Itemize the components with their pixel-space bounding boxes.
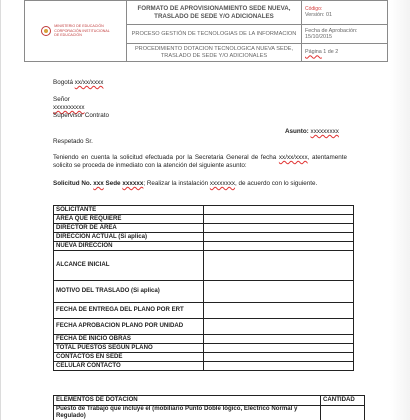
subject-label: Asunto: <box>285 128 309 135</box>
form-row <box>54 353 354 362</box>
request-paragraph: Solicitud No. xxx Sede xxxxxx; Realizar la instalación xxxxxxxx, de acuerdo con lo siguiente. <box>53 180 318 187</box>
form-value-cell[interactable] <box>204 242 354 251</box>
form-value-cell[interactable] <box>204 251 354 281</box>
form-row <box>54 319 354 335</box>
page-number-cell <box>302 44 388 62</box>
form-label: TOTAL PUESTOS SEGÚN PLANO <box>54 344 204 353</box>
page-number: 1 de 2 <box>323 49 339 56</box>
form-value-cell[interactable] <box>204 335 354 344</box>
quantity-cell[interactable] <box>321 406 365 420</box>
greeting: Respetado Sr. <box>53 138 93 145</box>
form-row <box>54 251 354 281</box>
form-value-cell[interactable] <box>204 362 354 371</box>
body-paragraph: Teniendo en cuenta la solicitud efectuada por la Secretaria General de fecha xx/xx/xxxx, atentamente solicito se proceda de inmediato con la atención del siguiente asunto: <box>53 154 347 169</box>
form-row <box>54 281 354 303</box>
quantity-header: CANTIDAD <box>321 396 365 406</box>
form-row <box>54 335 354 344</box>
form-value-cell[interactable] <box>204 319 354 335</box>
form-value-cell[interactable] <box>204 303 354 319</box>
recipient-name: xxxxxxxxxx <box>53 104 85 111</box>
salutation-title: Señor <box>53 96 70 103</box>
page-label: Página <box>305 49 322 56</box>
recipient-role: Supervisor Contrato <box>53 112 109 119</box>
form-value-cell[interactable] <box>204 206 354 215</box>
subject-line <box>285 128 339 136</box>
institution-logo-text: MINISTERIO DE EDUCACIÓN CORPORACIÓN INSTITUCIONAL DE EDUCACIÓN <box>54 24 110 38</box>
form-row <box>54 215 354 224</box>
body-date: xx/xx/xxxx <box>278 154 308 161</box>
process-name: PROCESO GESTIÓN DE TECNOLOGIAS DE LA INFORMACION <box>127 25 302 44</box>
form-value-cell[interactable] <box>204 224 354 233</box>
form-label: FECHA DE ENTREGA DEL PLANO POR ERT <box>54 303 204 319</box>
version-text: Versión: 01 <box>305 11 332 18</box>
page-shadow <box>390 0 410 420</box>
form-row <box>54 233 354 242</box>
form-label: CONTACTOS EN SEDE <box>54 353 204 362</box>
form-label: SOLICITANTE <box>54 206 204 215</box>
form-row <box>54 242 354 251</box>
install-value: xxxxxxxx <box>209 180 236 187</box>
form-row <box>54 344 354 353</box>
form-label: FECHA DE INICIO OBRAS <box>54 335 204 344</box>
form-value-cell[interactable] <box>204 233 354 242</box>
site-value: xxxxxx <box>122 180 144 187</box>
form-label: CELULAR CONTACTO <box>54 362 204 371</box>
request-form-table <box>53 205 354 371</box>
request-number: xxx <box>93 180 104 187</box>
form-value-cell[interactable] <box>204 215 354 224</box>
form-label: DIRECTOR DE ÁREA <box>54 224 204 233</box>
form-value-cell[interactable] <box>204 281 354 303</box>
institution-seal-icon <box>41 26 51 36</box>
letter-date: xx/xx/xxxx <box>74 79 104 86</box>
form-row <box>54 206 354 215</box>
request-label: Solicitud No. <box>53 180 92 187</box>
elements-table <box>53 395 365 420</box>
document-header-table <box>24 0 388 62</box>
form-label: MOTIVO DEL TRASLADO (Si aplica) <box>54 281 204 303</box>
document-title: FORMATO DE APROVISIONAMIENTO SEDE NUEVA, TRASLADO DE SEDE Y/O ADICIONALES <box>127 1 302 25</box>
approval-date: Fecha de Aprobación: 15/10/2015 <box>302 25 388 44</box>
form-label: FECHA APROBACION PLANO POR UNIDAD <box>54 319 204 335</box>
version-cell <box>302 1 388 25</box>
form-value-cell[interactable] <box>204 353 354 362</box>
city-date-line: Bogotá xx/xx/xxxx <box>53 79 104 86</box>
element-row-workstation: Puesto de Trabajo que incluye el (mobiliario Punto Doble lógico, Eléctrico Normal y Regulado) <box>54 406 321 420</box>
form-label: DIRECCION ACTUAL (Si aplica) <box>54 233 204 242</box>
form-label: ÁREA QUE REQUIERE <box>54 215 204 224</box>
elements-header: ELEMENTOS DE DOTACION <box>54 396 321 406</box>
form-row <box>54 224 354 233</box>
form-row <box>54 362 354 371</box>
procedure-name: PROCEDIMIENTO DOTACION TECNOLOGICA NUEVA SEDE, TRASLADO DE SEDE Y/O ADICIONALES <box>127 44 302 62</box>
form-row <box>54 303 354 319</box>
form-label: NUEVA DIRECCION <box>54 242 204 251</box>
site-label: Sede <box>105 180 121 187</box>
logo-cell <box>25 1 127 62</box>
subject-value: xxxxxxxxx <box>310 128 339 135</box>
form-label: ALCANCE INICIAL <box>54 251 204 281</box>
code-label: Código: <box>305 5 323 12</box>
form-value-cell[interactable] <box>204 344 354 353</box>
